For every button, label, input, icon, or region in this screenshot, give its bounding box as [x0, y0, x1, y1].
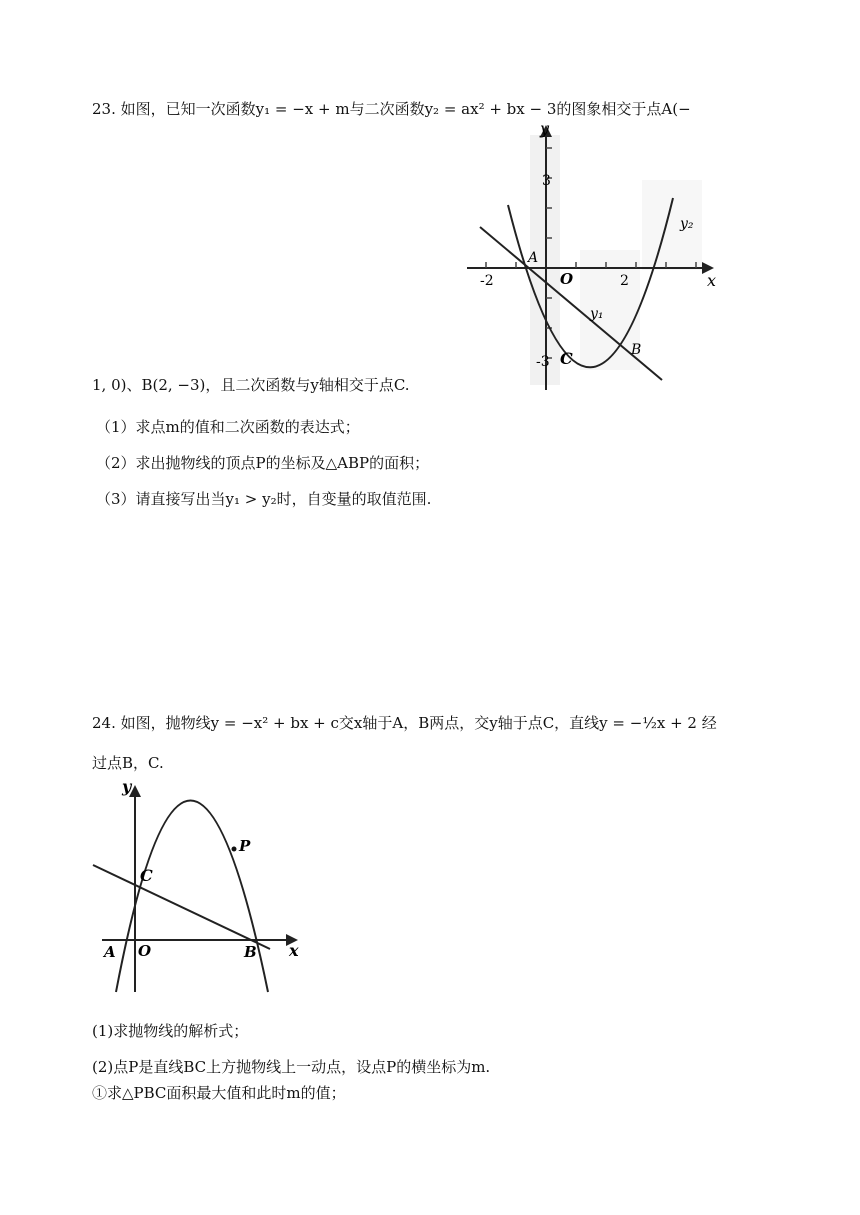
q24-sub1: (1)求抛物线的解析式； — [92, 1022, 249, 1040]
axis-label-y: y — [540, 120, 550, 138]
q24-stem-line1: 24. 如图，抛物线y = −x² + bx + c交x轴于A，B两点，交y轴于点C，直线y = −½x + 2 经 — [92, 714, 717, 732]
line-bc — [93, 865, 270, 949]
point-label-a: A — [104, 943, 116, 961]
tick-label-y-neg3: -3 — [536, 354, 550, 370]
tick-label-y3: 3 — [542, 173, 551, 189]
point-p — [232, 847, 237, 852]
q24-stem-line2: 过点B，C. — [92, 754, 164, 772]
curve-label-y1: y₁ — [590, 306, 604, 322]
q23-figure — [462, 120, 722, 395]
q23-stem-line2: 1, 0)、B(2, −3)，且二次函数与y轴相交于点C. — [92, 376, 410, 394]
q23-sub1: （1）求点m的值和二次函数的表达式； — [96, 418, 360, 436]
tick-label-x2: 2 — [620, 273, 629, 289]
point-label-c: C — [560, 349, 573, 368]
point-label-b: B — [244, 943, 257, 961]
axis-label-y: y — [122, 780, 132, 796]
parabola — [116, 801, 268, 993]
q24-sub3: ①求△PBC面积最大值和此时m的值； — [92, 1084, 346, 1102]
point-label-p: P — [239, 837, 251, 855]
axis-label-x: x — [707, 271, 717, 290]
q24-figure — [90, 780, 310, 995]
q24-sub2: (2)点P是直线BC上方抛物线上一动点，设点P的横坐标为m. — [92, 1058, 491, 1076]
curve-label-y2: y₂ — [680, 216, 694, 232]
point-label-o: O — [560, 270, 574, 288]
q23-sub2: （2）求出抛物线的顶点P的坐标及△ABP的面积； — [96, 454, 430, 472]
scan-noise — [530, 135, 702, 385]
point-label-c: C — [140, 866, 153, 885]
point-label-b: B — [631, 342, 642, 358]
point-label-o: O — [138, 942, 152, 960]
axis-label-x: x — [289, 941, 299, 960]
q23-sub3: （3）请直接写出当y₁ > y₂时，自变量的取值范围. — [96, 490, 432, 508]
tick-label-x-neg2: -2 — [480, 273, 494, 289]
q23-stem-line1: 23. 如图，已知一次函数y₁ = −x + m与二次函数y₂ = ax² + bx − 3的图象相交于点A(− — [92, 100, 691, 118]
point-label-a: A — [528, 250, 539, 266]
